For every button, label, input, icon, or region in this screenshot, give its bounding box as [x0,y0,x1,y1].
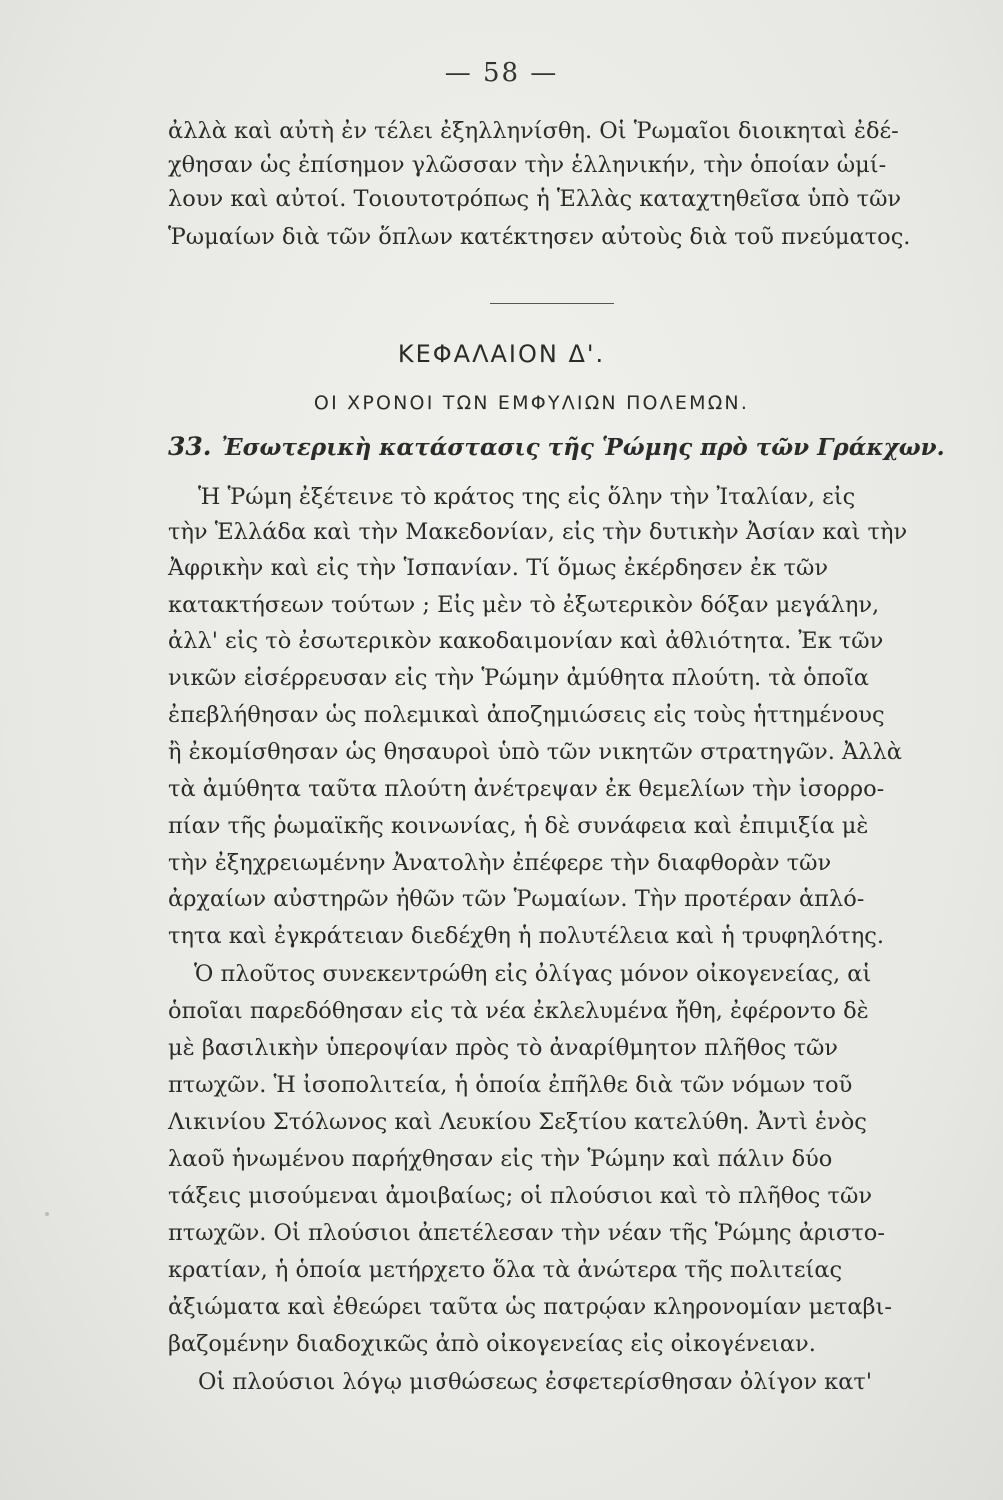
body-line: πτωχῶν. Ἡ ἰσοπολιτεία, ἡ ὁποία ἐπῆλθε διὰ τῶν νόμων τοῦ [168,1072,853,1098]
body-line: τὴν Ἑλλάδα καὶ τὴν Μακεδονίαν, εἰς τὴν δυτικὴν Ἀσίαν καὶ τὴν [168,519,908,545]
body-line: τητα καὶ ἐγκράτειαν διεδέχθη ἡ πολυτέλεια καὶ ἡ τρυφηλότης. [168,923,884,949]
body-line: ἀρχαίων αὐστηρῶν ἠθῶν τῶν Ῥωμαίων. Τὴν προτέραν ἁπλό- [168,886,865,912]
section-heading [168,432,945,461]
body-line: λαοῦ ἡνωμένου παρήχθησαν εἰς τὴν Ῥώμην καὶ πάλιν δύο [168,1146,833,1172]
chapter-subtitle: ΟΙ ΧΡΟΝΟΙ ΤΩΝ ΕΜΦΥΛΙΩΝ ΠΟΛΕΜΩΝ. [313,392,750,414]
body-line: τὴν ἐξηχρειωμένην Ἀνατολὴν ἐπέφερε τὴν διαφθορὰν τῶν [168,850,832,876]
body-line: κρατίαν, ἡ ὁποία μετήρχετο ὅλα τὰ ἀνώτερα τῆς πολιτείας [168,1257,843,1283]
intro-line: χθησαν ὡς ἐπίσημον γλῶσσαν τὴν ἑλληνικήν, τὴν ὁποίαν ὡμί- [168,152,887,178]
intro-line: Ῥωμαίων διὰ τῶν ὅπλων κατέκτησεν αὐτοὺς διὰ τοῦ πνεύματος. [168,224,911,250]
body-line: Ἀφρικὴν καὶ εἰς τὴν Ἱσπανίαν. Τί ὅμως ἐκέρδησεν ἐκ τῶν [168,555,828,581]
body-line: Ὁ πλοῦτος συνεκεντρώθη εἰς ὀλίγας μόνον οἰκογενείας, αἱ [194,961,872,987]
body-line: τὰ ἀμύθητα ταῦτα πλούτη ἀνέτρεψαν ἐκ θεμελίων τὴν ἰσορρο- [168,776,885,802]
body-line: ἀξιώματα καὶ ἐθεώρει ταῦτα ὡς πατρῴαν κληρονομίαν μεταβι- [168,1294,892,1320]
page-number: — 58 — [444,58,559,88]
body-line: Ἡ Ῥώμη ἐξέτεινε τὸ κράτος της εἰς ὅλην τὴν Ἰταλίαν, εἰς [198,484,856,510]
body-line: τάξεις μισούμεναι ἀμοιβαίως; οἱ πλούσιοι καὶ τὸ πλῆθος τῶν [168,1183,873,1209]
body-line: Οἱ πλούσιοι λόγῳ μισθώσεως ἐσφετερίσθησαν ὀλίγον κατ' [198,1369,873,1395]
section-divider [490,303,614,304]
chapter-title: ΚΕΦΑΛΑΙΟΝ Δ'. [397,340,606,368]
section-number: 33. [168,432,212,461]
intro-line: ἀλλὰ καὶ αὐτὴ ἐν τέλει ἐξηλληνίσθη. Οἱ Ῥωμαῖοι διοικηταὶ ἐδέ- [168,118,899,144]
body-line: ἢ ἐκομίσθησαν ὡς θησαυροὶ ὑπὸ τῶν νικητῶν στρατηγῶν. Ἀλλὰ [168,739,902,765]
body-line: μὲ βασιλικὴν ὑπεροψίαν πρὸς τὸ ἀναρίθμητον πλῆθος τῶν [168,1035,838,1061]
body-line: νικῶν εἰσέρρευσαν εἰς τὴν Ῥώμην ἀμύθητα πλούτη. τὰ ὁποῖα [168,665,869,691]
body-line: ὁποῖαι παρεδόθησαν εἰς τὰ νέα ἐκλελυμένα ἤθη, ἐφέροντο δὲ [168,998,869,1024]
paper-speck [45,1212,49,1216]
body-line: Λικινίου Στόλωνος καὶ Λευκίου Σεξτίου κατελύθη. Ἀντὶ ἑνὸς [168,1109,867,1135]
intro-line: λουν καὶ αὐτοί. Τοιουτοτρόπως ἡ Ἑλλὰς καταχτηθεῖσα ὑπὸ τῶν [168,186,902,212]
body-line: ἐπεβλήθησαν ὡς πολεμικαὶ ἀποζημιώσεις εἰς τοὺς ἡττημένους [168,702,885,728]
body-line: πίαν τῆς ῥωμαϊκῆς κοινωνίας, ἡ δὲ συνάφεια καὶ ἐπιμιξία μὲ [168,813,869,839]
section-title: Ἐσωτερικὴ κατάστασις τῆς Ῥώμης πρὸ τῶν Γράκχων. [221,434,945,461]
body-line: ἀλλ' εἰς τὸ ἐσωτερικὸν κακοδαιμονίαν καὶ ἀθλιότητα. Ἐκ τῶν [168,628,884,654]
body-line: κατακτήσεων τούτων ; Εἰς μὲν τὸ ἐξωτερικὸν δόξαν μεγάλην, [168,592,880,618]
body-line: βαζομένην διαδοχικῶς ἀπὸ οἰκογενείας εἰς οἰκογένειαν. [168,1331,816,1357]
body-line: πτωχῶν. Οἱ πλούσιοι ἀπετέλεσαν τὴν νέαν τῆς Ῥώμης ἀριστο- [168,1220,885,1246]
